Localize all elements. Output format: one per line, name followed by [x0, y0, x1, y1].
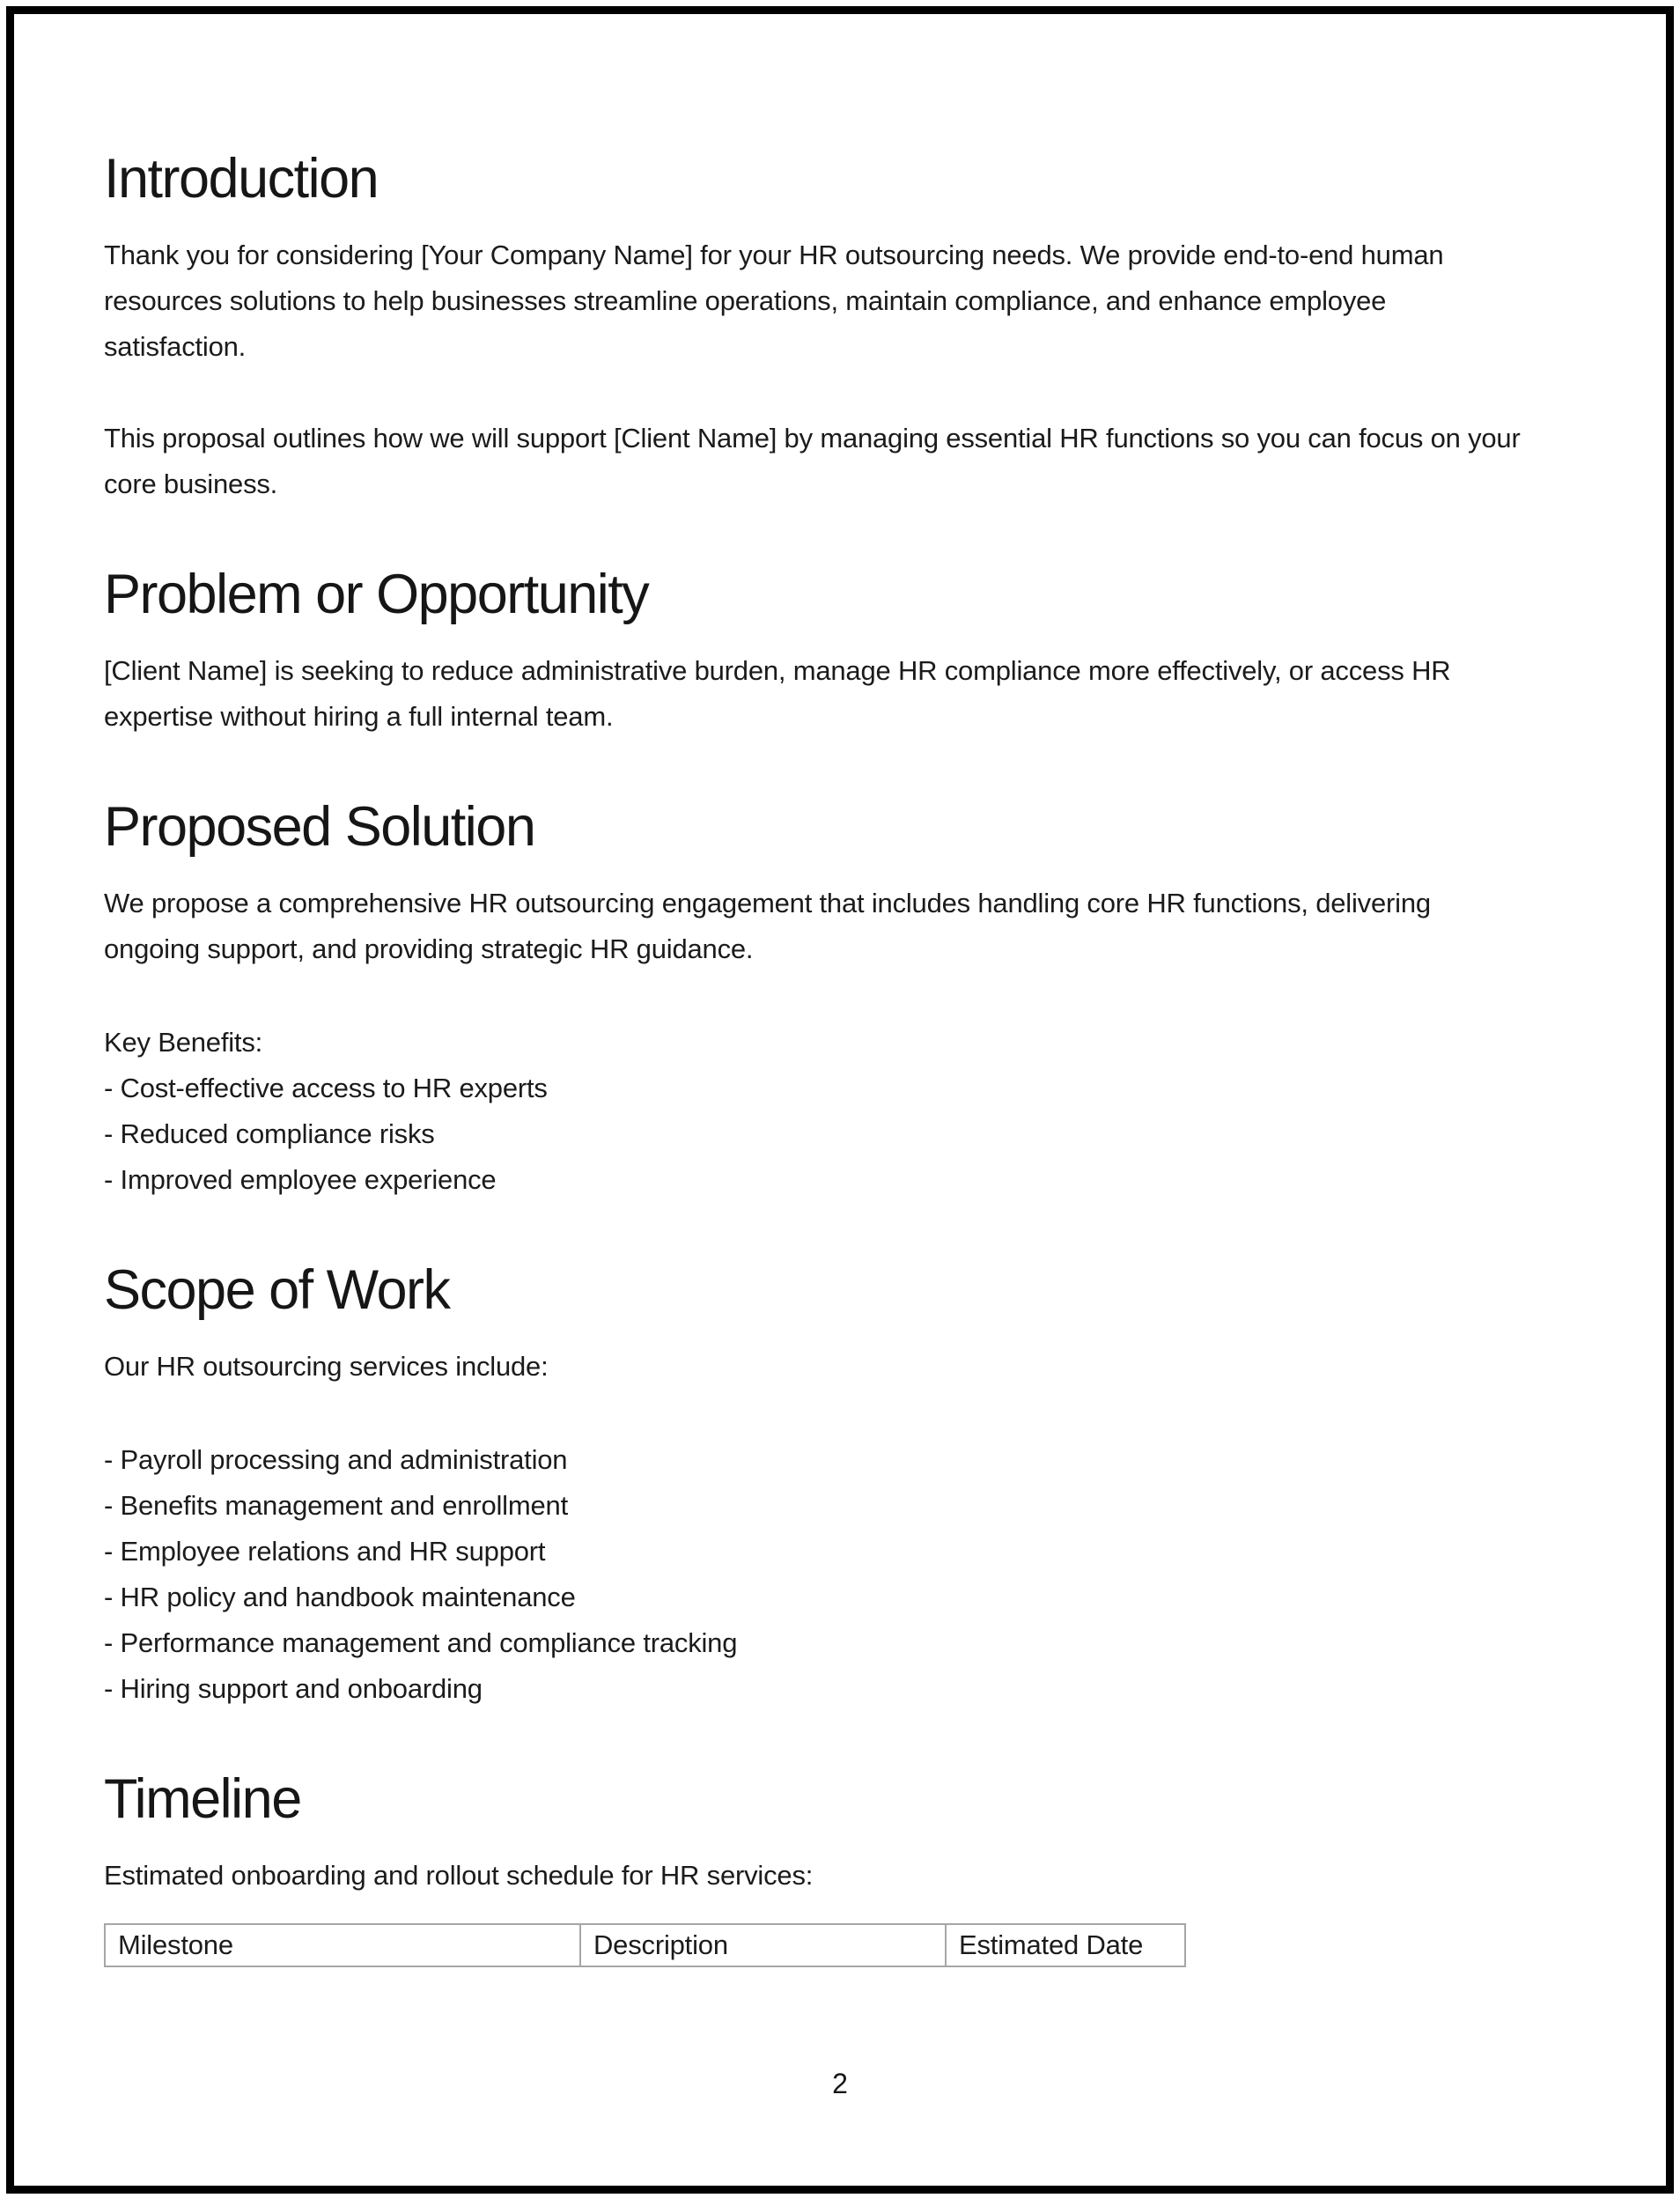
benefit-item: - Cost-effective access to HR experts	[104, 1073, 548, 1103]
scope-item: - Payroll processing and administration	[104, 1444, 568, 1475]
timeline-table-header-row	[105, 1924, 1185, 1966]
scope-item: - Performance management and compliance tracking	[104, 1627, 738, 1658]
section-heading-introduction: Introduction	[104, 148, 379, 210]
benefit-item: - Reduced compliance risks	[104, 1118, 435, 1149]
introduction-paragraph-2: This proposal outlines how we will support [Client Name] by managing essential HR functions so you can focus on your core business.	[104, 423, 1521, 499]
benefit-item: - Improved employee experience	[104, 1164, 497, 1195]
key-benefits-label: Key Benefits:	[104, 1027, 263, 1058]
scope-item: - Employee relations and HR support	[104, 1536, 546, 1567]
table-header-milestone: Milestone	[105, 1924, 580, 1966]
problem-paragraph: [Client Name] is seeking to reduce administrative burden, manage HR compliance more effectively, or access HR expertise without hiring a full internal team.	[104, 655, 1451, 732]
solution-paragraph: We propose a comprehensive HR outsourcing engagement that includes handling core HR functions, delivering ongoing support, and providing strategic HR guidance.	[104, 888, 1431, 964]
table-header-estimated-date: Estimated Date	[946, 1924, 1185, 1966]
section-heading-solution: Proposed Solution	[104, 796, 535, 858]
table-header-description: Description	[580, 1924, 946, 1966]
section-heading-scope: Scope of Work	[104, 1259, 450, 1321]
scope-intro: Our HR outsourcing services include:	[104, 1351, 549, 1382]
scope-item: - Hiring support and onboarding	[104, 1673, 483, 1704]
key-benefits-list	[104, 1020, 1530, 1203]
scope-item: - HR policy and handbook maintenance	[104, 1582, 576, 1612]
introduction-paragraph-1: Thank you for considering [Your Company Name] for your HR outsourcing needs. We provide end-to-end human resources solutions to help businesses streamline operations, maintain compliance, and enhance employee satisfaction.	[104, 240, 1444, 362]
scope-services-list	[104, 1437, 1530, 1712]
page-number: 2	[832, 2068, 848, 2099]
timeline-table	[104, 1923, 1186, 1967]
scope-item: - Benefits management and enrollment	[104, 1490, 568, 1521]
timeline-intro: Estimated onboarding and rollout schedule for HR services:	[104, 1860, 814, 1891]
section-heading-problem: Problem or Opportunity	[104, 564, 649, 625]
section-heading-timeline: Timeline	[104, 1768, 301, 1830]
